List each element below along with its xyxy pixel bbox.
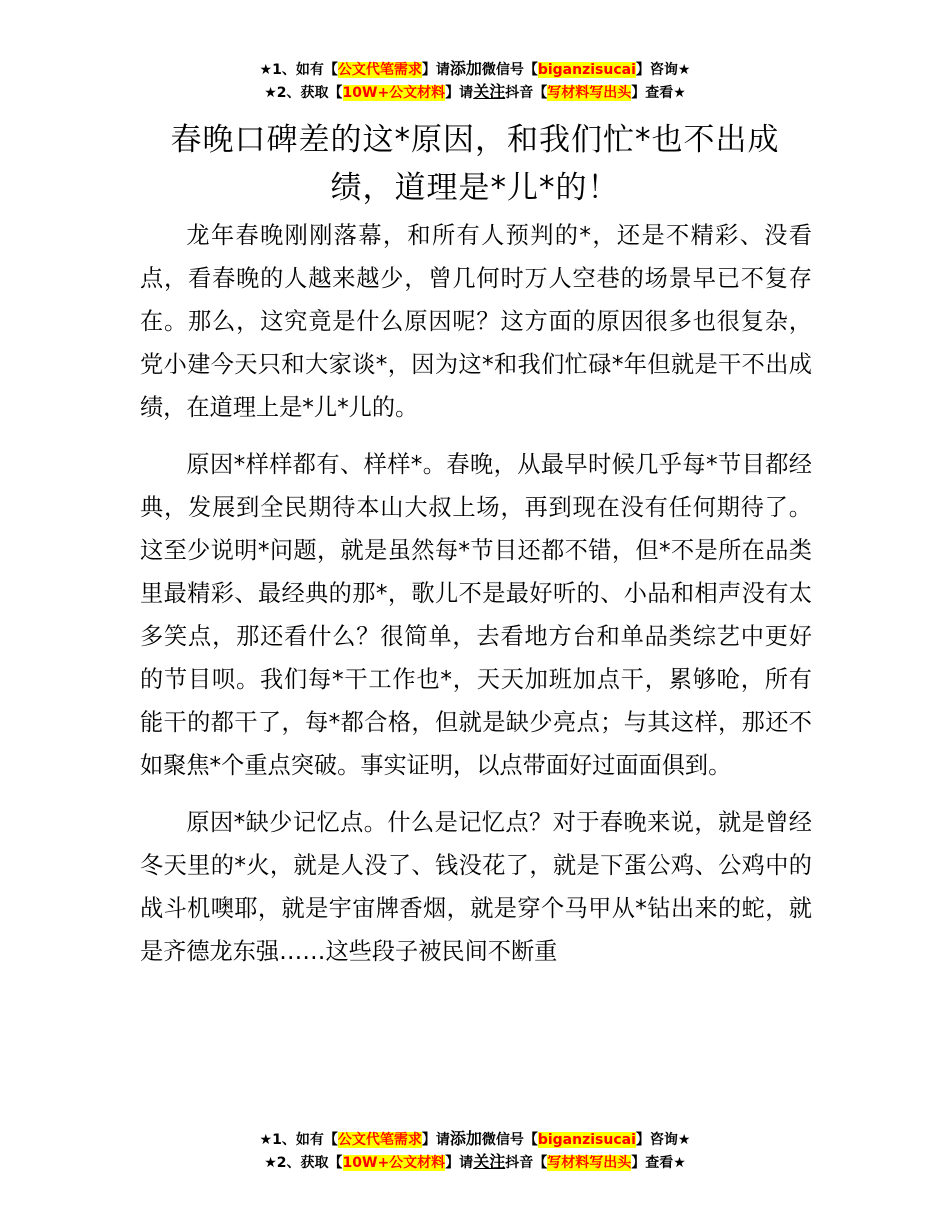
- highlight-douyin-account: 写材料写出头: [547, 1155, 632, 1171]
- banner-line-2: ★2、获取【10W+公文材料】请关注抖音【写材料写出头】查看★: [264, 82, 686, 101]
- highlight-writing-service: 公文代笔需求: [337, 1132, 422, 1148]
- banner-line-2: ★2、获取【10W+公文材料】请关注抖音【写材料写出头】查看★: [264, 1152, 686, 1171]
- highlight-wechat-id: biganzisucai: [537, 1132, 636, 1148]
- banner-line-1: ★1、如有【公文代笔需求】请添加微信号【biganzisucai】咨询★: [259, 1129, 691, 1148]
- header-banner: [0, 58, 950, 104]
- paragraph-2: 原因*样样都有、样样*。春晚，从最早时候几乎每*节目都经典，发展到全民期待本山大叔上场，再到现在没有任何期待了。这至少说明*问题，就是虽然每*节目还都不错，但*不是所在品类里最精彩、最经典的那*，歌儿不是最好听的、小品和相声没有太多笑点，那还看什么？很简单，去看地方台和单品类综艺中更好的节目呗。我们每*干工作也*，天天加班加点干，累够呛，所有能干的都干了，每*都合格，但就是缺少亮点；与其这样，那还不如聚焦*个重点突破。事实证明，以点带面好过面面俱到。: [140, 451, 812, 779]
- paragraph-3: 原因*缺少记忆点。什么是记忆点？对于春晚来说，就是曾经冬天里的*火，就是人没了、钱没花了，就是下蛋公鸡、公鸡中的战斗机噢耶，就是宇宙牌香烟，就是穿个马甲从*钻出来的蛇，就是齐德龙东强……这些段子被民间不断重: [140, 809, 812, 965]
- highlight-douyin-account: 写材料写出头: [547, 85, 632, 101]
- highlight-materials: 10W+公文材料: [342, 85, 446, 101]
- document-body: [140, 214, 812, 987]
- paragraph-1: 龙年春晚刚刚落幕，和所有人预判的*，还是不精彩、没看点，看春晚的人越来越少，曾几何时万人空巷的场景早已不复存在。那么，这究竟是什么原因呢？这方面的原因很多也很复杂，党小建今天只和大家谈*，因为这*和我们忙碌*年但就是干不出成绩，在道理上是*儿*儿的。: [140, 222, 812, 421]
- highlight-writing-service: 公文代笔需求: [337, 62, 422, 78]
- banner-line-1: ★1、如有【公文代笔需求】请添加微信号【biganzisucai】咨询★: [259, 59, 691, 78]
- highlight-wechat-id: biganzisucai: [537, 62, 636, 78]
- document-title: 春晚口碑差的这*原因，和我们忙*也不出成绩，道理是*儿*的！: [170, 122, 780, 206]
- footer-banner: [0, 1128, 950, 1174]
- highlight-materials: 10W+公文材料: [342, 1155, 446, 1171]
